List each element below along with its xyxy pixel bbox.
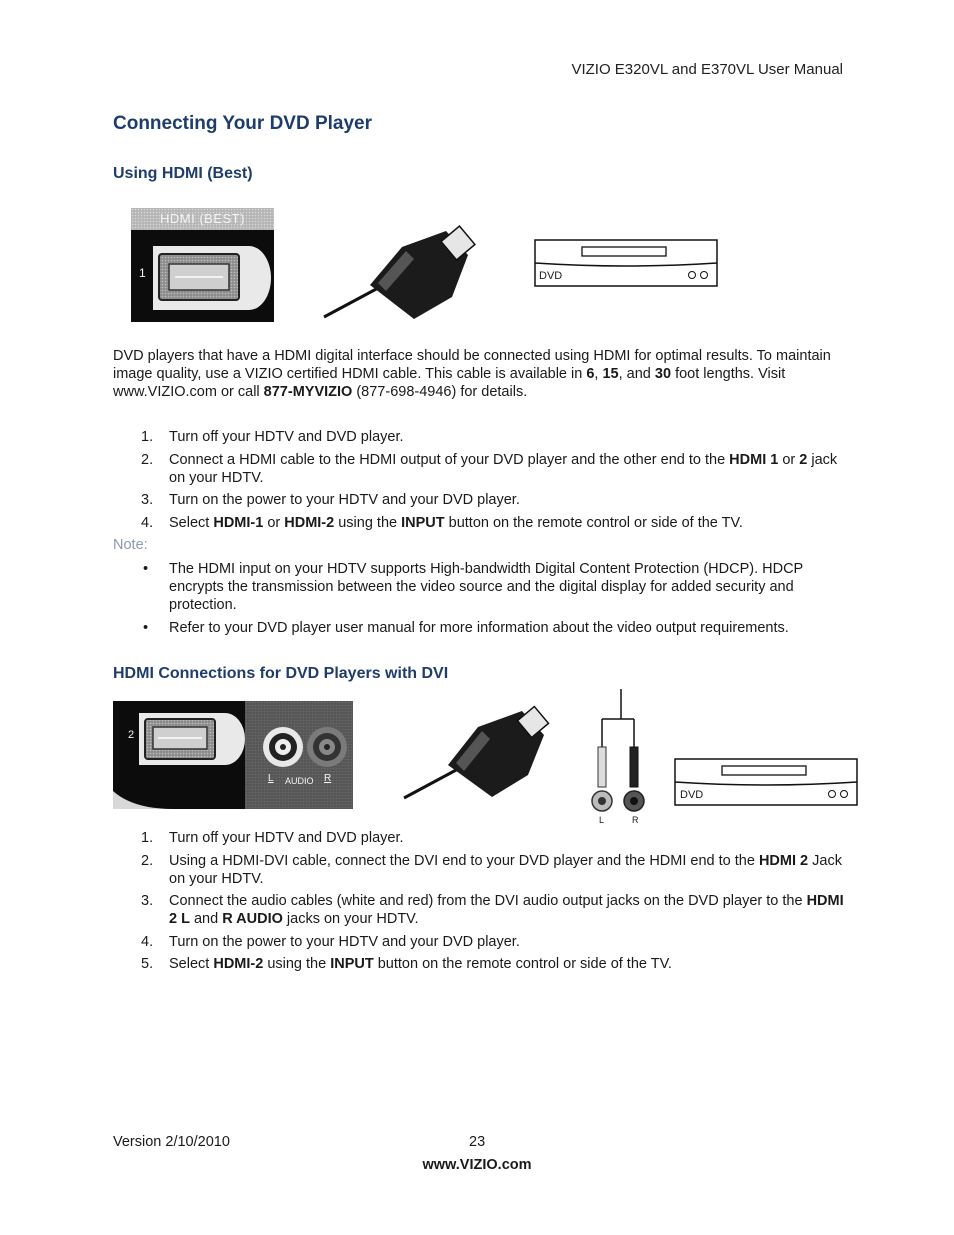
footer-url: www.VIZIO.com (422, 1157, 532, 1173)
plug-l-label: L (599, 815, 605, 825)
hdmi-panel-label: HDMI (BEST) (160, 211, 245, 226)
list-item: • The HDMI input on your HDTV supports High-bandwidth Digital Content Protection (HDCP). HDCP encrypts the transmission between the video source and the digital display for added security and protection. (143, 561, 803, 613)
dvi-steps (113, 829, 853, 978)
audio-r-label: R (324, 773, 332, 784)
list-item: 3. Turn on the power to your HDTV and your DVD player. (141, 492, 520, 508)
hdmi-cable-illustration (318, 225, 488, 325)
hdmi2-port-number: 2 (128, 729, 135, 741)
hdmi-paragraph: DVD players that have a HDMI digital interface should be connected using HDMI for optimal results. To maintain image quality, use a VIZIO certified HDMI cable. This cable is available in 6, 15, and 30 foot lengths. Visit www.VIZIO.com or call 877-MYVIZIO (877-698-4946) for details. (113, 348, 831, 400)
list-item: 1. Turn off your HDTV and DVD player. (141, 830, 404, 846)
list-item: 4. Select HDMI-1 or HDMI-2 using the INPUT button on the remote control or side of the TV. (141, 514, 743, 531)
section-title: Connecting Your DVD Player (113, 113, 373, 134)
dvd-label: DVD (539, 270, 563, 282)
list-item: 2. Using a HDMI-DVI cable, connect the DVI end to your DVD player and the HDMI end to the HDMI 2 Jack on your HDTV. (141, 852, 842, 887)
plug-r-label: R (632, 815, 639, 825)
dvi-heading: HDMI Connections for DVD Players with DVI (113, 665, 449, 682)
hdmi2-audio-panel (113, 701, 353, 809)
audio-label: AUDIO (285, 776, 314, 786)
page-number: 23 (469, 1134, 486, 1150)
footer-version: Version 2/10/2010 (113, 1134, 230, 1150)
note-bullets (113, 560, 853, 642)
hdmi-heading: Using HDMI (Best) (113, 165, 253, 182)
list-item: 1. Turn off your HDTV and DVD player. (141, 429, 404, 445)
list-item: • Refer to your DVD player user manual for more information about the video output requirements. (143, 620, 789, 636)
manual-title: VIZIO E320VL and E370VL User Manual (571, 61, 843, 78)
hdmi-steps (113, 428, 853, 536)
rca-audio-cables (588, 689, 648, 817)
note-label: Note: (113, 537, 148, 553)
hdmi-cable-illustration-2 (400, 703, 560, 803)
list-item: 3. Connect the audio cables (white and red) from the DVI audio output jacks on the DVD player to the HDMI 2 L and R AUDIO jacks on your HDTV. (141, 893, 844, 927)
list-item: 2. Connect a HDMI cable to the HDMI output of your DVD player and the other end to the HDMI 1 or 2 jack on your HDTV. (141, 451, 838, 486)
audio-l-label: L (268, 773, 274, 784)
hdmi-port-number: 1 (139, 266, 146, 280)
dvd-label-2: DVD (680, 789, 704, 801)
list-item: 5. Select HDMI-2 using the INPUT button on the remote control or side of the TV. (141, 956, 672, 972)
list-item: 4. Turn on the power to your HDTV and your DVD player. (141, 933, 520, 950)
